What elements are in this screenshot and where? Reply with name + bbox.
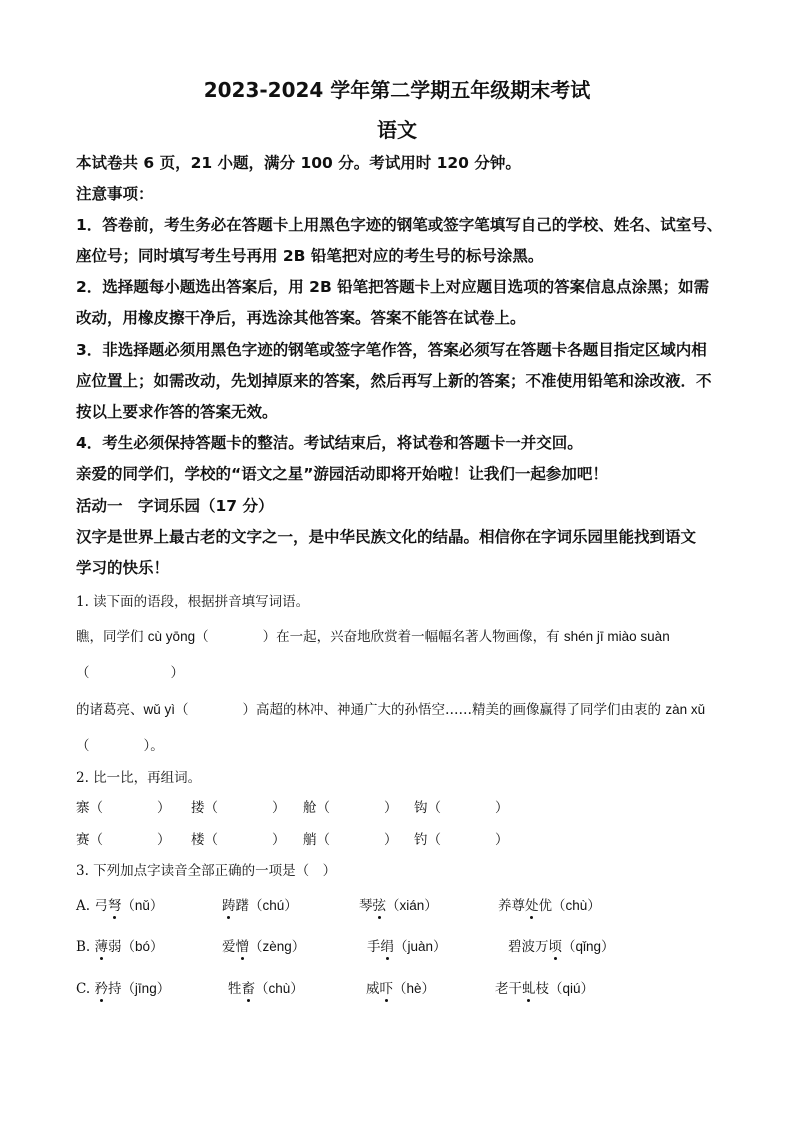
question-2-prompt: 2. 比一比，再组词。 [76,770,202,786]
subject-title: 语文 [377,118,417,142]
word-part: 威 [366,981,380,997]
pinyin-reading: （juàn） [394,939,447,954]
exam-info: 本试卷共 6 页，21 小题，满分 100 分。考试用时 120 分钟。 [76,154,521,172]
pinyin-reading: （hè） [393,981,436,996]
text-segment: 瞧，同学们 [76,629,148,645]
pinyin-reading: （nǔ） [121,898,164,913]
dotted-char: 矜 [94,977,108,997]
pinyin-prompt: wǔ yì [143,702,176,717]
dotted-char: 虬 [522,977,536,997]
option-item [508,935,615,955]
pinyin-prompt: cù yōng [147,629,196,644]
dotted-char: 处 [525,894,539,914]
dotted-char: 弦 [373,894,387,914]
option-item [367,935,447,955]
greeting-line: 亲爱的同学们，学校的“语文之星”游园活动即将开始啦！让我们一起参加吧！ [76,465,608,483]
option-label: C. [76,981,95,997]
activity-desc-line: 汉字是世界上最古老的文字之一，是中华民族文化的结晶。相信你在字词乐园里能找到语文 [76,528,697,546]
option-b[interactable] [76,935,164,955]
notice-line: 改动，用橡皮擦干净后，再选涂其他答案。答案不能答在试卷上。 [76,309,526,327]
word-compare-item[interactable]: 搂（ ） [191,800,286,816]
answer-blank[interactable]: （ ） [76,665,184,681]
word-part: 持 [107,981,122,997]
dotted-char: 畜 [242,977,256,997]
option-item [222,894,298,914]
question-1-prompt: 1. 读下面的语段，根据拼音填写词语。 [76,594,310,610]
question-1-line [76,698,705,718]
question-3-prompt: 3. 下列加点字读音全部正确的一项是（ ） [76,863,337,879]
pinyin-reading: （zèng） [249,939,306,954]
word-compare-item[interactable]: 赛（ ） [76,832,171,848]
pinyin-reading: （qǐng） [562,939,615,954]
word-part: 老干 [495,981,522,997]
pinyin-prompt: zàn xǔ [665,702,706,717]
notice-line: 1．答卷前，考生务必在答题卡上用黑色字迹的钢笔或签字笔填写自己的学校、姓名、试室号、 [76,216,723,234]
dotted-char: 憎 [236,935,250,955]
dotted-char: 薄 [95,935,109,955]
activity-heading: 活动一 字词乐园（17 分） [76,497,274,515]
word-part: 弓 [94,898,108,914]
word-part: 弱 [108,939,122,955]
answer-blank[interactable]: （ ）。 [76,738,164,754]
word-compare-item[interactable]: 楼（ ） [191,832,286,848]
notice-line: 2．选择题每小题选出答案后，用 2B 铅笔把答题卡上对应题目选项的答案信息点涂黑；如需 [76,278,710,296]
word-part: 牲 [228,981,242,997]
pinyin-reading: （qiú） [549,981,595,996]
pinyin-reading: （chù） [255,981,304,996]
option-item [366,977,435,997]
dotted-char: 吓 [380,977,394,997]
activity-desc-line: 学习的快乐！ [76,559,170,577]
pinyin-reading: （chù） [552,898,601,913]
option-a[interactable] [76,894,163,914]
option-item [222,935,305,955]
text-segment: （ ）高超的林冲、神通广大的孙悟空……精美的画像赢得了同学们由衷的 [175,702,666,718]
notice-line: 座位号；同时填写考生号再用 2B 铅笔把对应的考生号的标号涂黑。 [76,247,544,265]
option-item [359,894,438,914]
pinyin-reading: （jīng） [121,981,171,996]
word-part: 爱 [222,939,236,955]
dotted-char: 踌 [222,894,236,914]
notice-line: 应位置上；如需改动，先划掉原来的答案，然后再写上新的答案；不准使用铅笔和涂改液．不 [76,372,712,390]
word-compare-item[interactable]: 寨（ ） [76,800,171,816]
option-item [228,977,304,997]
word-part: 琴 [359,898,373,914]
exam-title: 2023-2024 学年第二学期五年级期末考试 [203,78,591,102]
word-part: 碧波万 [508,939,549,955]
pinyin-reading: （chú） [249,898,298,913]
word-part: 枝 [535,981,549,997]
word-compare-item[interactable]: 艄（ ） [303,832,398,848]
notice-line: 4．考生必须保持答题卡的整洁。考试结束后，将试卷和答题卡一并交回。 [76,434,583,452]
option-item [495,977,594,997]
notice-title: 注意事项： [76,185,154,203]
word-compare-item[interactable]: 钓（ ） [414,832,509,848]
word-part: 养尊 [498,898,525,914]
word-part: 躇 [235,898,249,914]
notice-line: 按以上要求作答的答案无效。 [76,403,278,421]
option-label: A. [76,898,95,914]
word-part: 优 [538,898,552,914]
text-segment: 的诸葛亮、 [76,702,144,718]
pinyin-reading: （xián） [386,898,438,913]
dotted-char: 顷 [549,935,563,955]
word-part: 手 [367,939,381,955]
option-item [498,894,601,914]
question-1-line [76,625,670,645]
dotted-char: 绢 [381,935,395,955]
option-label: B. [76,939,95,955]
pinyin-prompt: shén jī miào suàn [563,629,670,644]
text-segment: （ ）在一起，兴奋地欣赏着一幅幅名著人物画像，有 [195,629,564,645]
word-compare-item[interactable]: 钩（ ） [414,800,509,816]
notice-line: 3．非选择题必须用黑色字迹的钢笔或签字笔作答，答案必须写在答题卡各题目指定区域内相 [76,341,707,359]
dotted-char: 弩 [108,894,122,914]
word-compare-item[interactable]: 舱（ ） [303,800,398,816]
option-c[interactable] [76,977,170,997]
pinyin-reading: （bó） [121,939,164,954]
